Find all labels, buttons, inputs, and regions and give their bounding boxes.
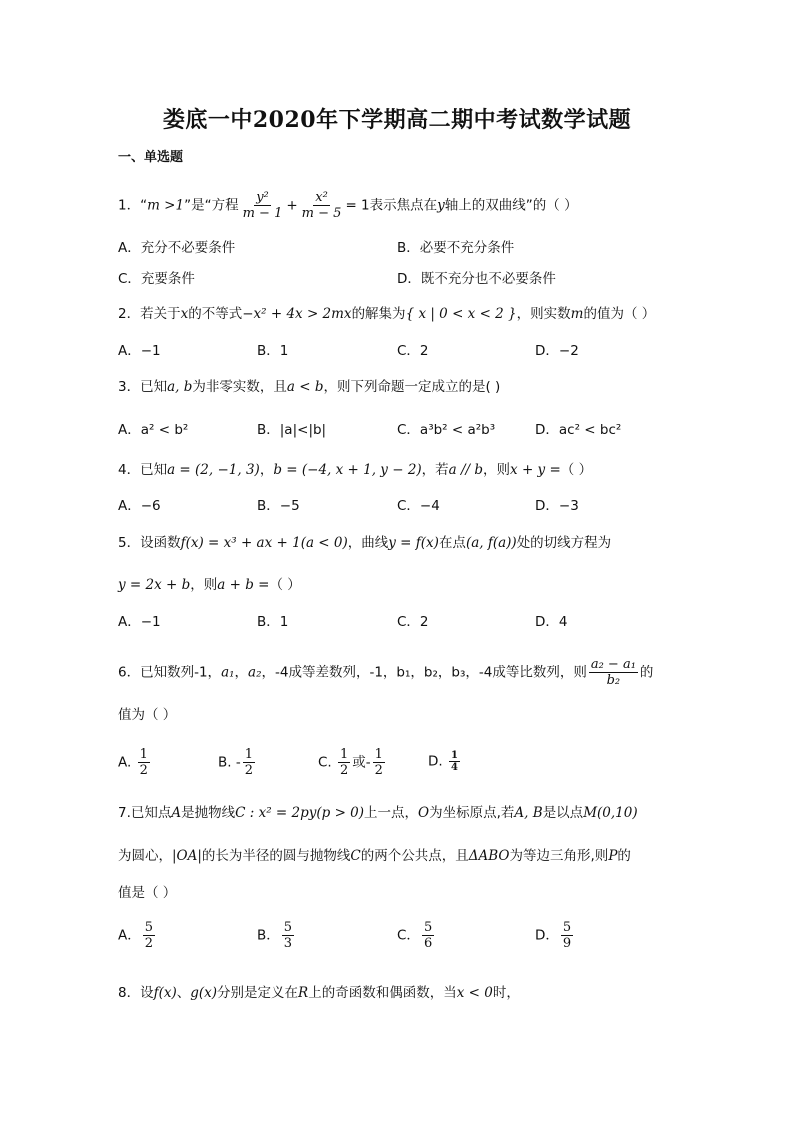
- q1-option-c: C．充要条件: [118, 271, 195, 287]
- q3-option-c: C．a³b² < a²b³: [397, 422, 496, 438]
- question-2: 2．若关于x的不等式−x² + 4x > 2mx的解集为{ x | 0 < x < 2 }，则实数m的值为（ ）: [118, 306, 656, 322]
- fraction: $\frac{1}{2}$: [244, 747, 254, 778]
- q1-option-a: A．充分不必要条件: [118, 240, 236, 256]
- q4-option-c: C．−4: [397, 498, 440, 514]
- question-3: 3．已知a, b为非零实数，且a < b，则下列命题一定成立的是( ): [118, 379, 501, 395]
- q5-option-d: D．4: [535, 614, 568, 630]
- question-4: 4．已知a = (2, −1, 3)，b = (−4, x + 1, y − 2)，若a // b，则x + y =（ ）: [118, 462, 593, 478]
- q6-option-c: C. $\frac{1}{2}$ 或- $\frac{1}{2}$: [318, 747, 383, 778]
- question-5: 5．设函数f(x) = x³ + ax + 1(a < 0)，曲线y = f(x)在点(a, f(a))处的切线方程为: [118, 535, 612, 551]
- question-1: 1．“m >1”是“方程 $\frac{\text{y²}}{m - 1}$ + $\frac{\text{x²}}{m - 5}$ = 1表示焦点在y轴上的双曲线”的（ ）: [118, 190, 578, 221]
- q6-option-a: A. $\frac{1}{2}$: [118, 747, 148, 778]
- question-5-line-2: y = 2x + b，则a + b =（ ）: [118, 577, 301, 593]
- q7-option-a: A． $\frac{5}{2}$: [118, 920, 154, 951]
- q2-option-d: D．−2: [535, 343, 579, 359]
- q4-option-b: B．−5: [257, 498, 300, 514]
- q3-option-b: B．|a|<|b|: [257, 422, 327, 438]
- fraction: $\frac{1}{2}$: [374, 747, 383, 778]
- fraction: $\frac{5}{3}$: [283, 920, 293, 951]
- fraction: $\frac{1}{2}$: [340, 747, 349, 778]
- q1-option-d: D．既不充分也不必要条件: [397, 271, 556, 287]
- question-6: 6．已知数列-1，a₁，a₂，-4成等差数列，-1，b₁，b₂，b₃，-4成等比数列，则 $\frac{\text{a₂ − a₁}}{\text{b₂}}$ 的: [118, 657, 654, 688]
- fraction: $\frac{\text{x²}}{m - 5}$: [301, 190, 342, 221]
- q4-option-d: D．−3: [535, 498, 579, 514]
- fraction: $\frac{5}{2}$: [144, 920, 154, 951]
- fraction: $\frac{1}{4}$: [450, 750, 458, 773]
- q2-option-c: C．2: [397, 343, 429, 359]
- exam-title: 娄底一中2020年下学期高二期中考试数学试题: [162, 107, 632, 133]
- q7-option-b: B． $\frac{5}{3}$: [257, 920, 293, 951]
- q7-option-d: D． $\frac{5}{9}$: [535, 920, 572, 951]
- q6-option-b: B. - $\frac{1}{2}$: [218, 747, 254, 778]
- section-heading: 一、单选题: [118, 150, 184, 165]
- fraction: $\frac{5}{6}$: [423, 920, 433, 951]
- fraction: $\frac{\text{a₂ − a₁}}{\text{b₂}}$: [590, 657, 636, 688]
- q3-option-a: A．a² < b²: [118, 422, 189, 438]
- question-8: 8．设f(x)、g(x)分别是定义在R上的奇函数和偶函数，当x < 0时，: [118, 985, 520, 1001]
- q5-option-a: A．−1: [118, 614, 161, 630]
- question-7-line-3: 值是（ ）: [118, 885, 177, 901]
- question-7-line-2: 为圆心，|OA|的长为半径的圆与抛物线C的两个公共点，且ΔABO为等边三角形,则P的: [118, 848, 631, 864]
- q4-option-a: A．−6: [118, 498, 161, 514]
- question-7: 7.已知点A是抛物线C : x² = 2py(p > 0)上一点，O为坐标原点,若A, B是以点M(0,10): [118, 805, 638, 821]
- question-6-line-2: 值为（ ）: [118, 707, 177, 723]
- fraction: $\frac{1}{2}$: [139, 747, 148, 778]
- q7-option-c: C． $\frac{5}{6}$: [397, 920, 433, 951]
- fraction: $\frac{\text{y²}}{m - 1}$: [242, 190, 283, 221]
- q5-option-b: B．1: [257, 614, 289, 630]
- q6-option-d: D. $\frac{1}{4}$: [428, 750, 458, 773]
- q5-option-c: C．2: [397, 614, 429, 630]
- q2-option-a: A．−1: [118, 343, 161, 359]
- q3-option-d: D．ac² < bc²: [535, 422, 622, 438]
- fraction: $\frac{5}{9}$: [562, 920, 572, 951]
- q1-option-b: B．必要不充分条件: [397, 240, 515, 256]
- q2-option-b: B．1: [257, 343, 289, 359]
